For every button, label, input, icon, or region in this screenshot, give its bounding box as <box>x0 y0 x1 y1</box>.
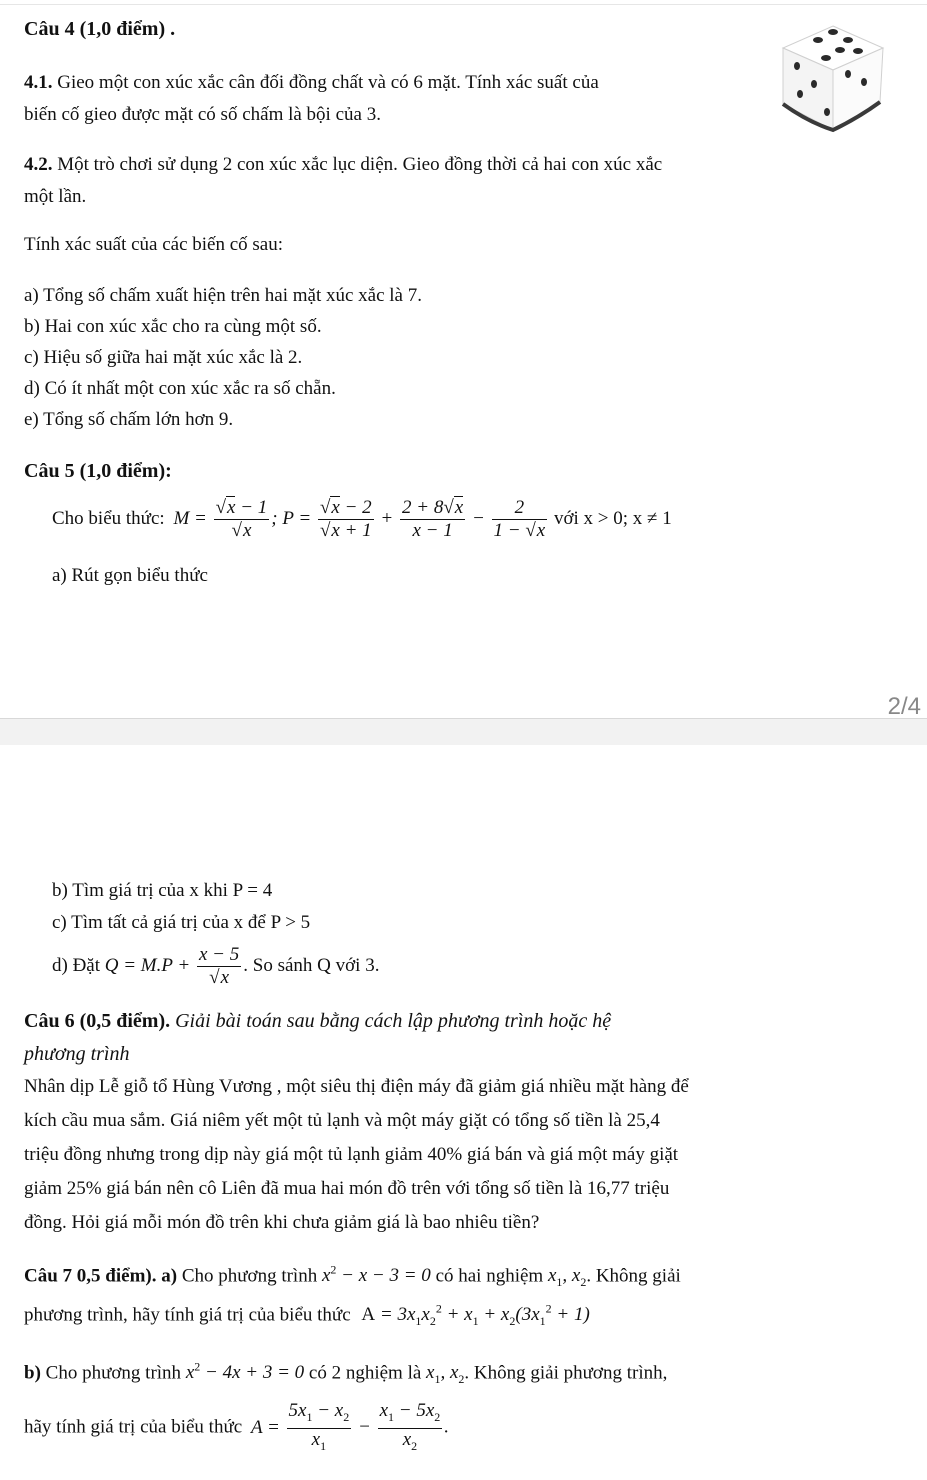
q4-item-a: a) Tổng số chấm xuất hiện trên hai mặt xúc xắc là 7. <box>24 285 422 306</box>
q6-line-1: Nhân dịp Lễ giỗ tổ Hùng Vương , một siêu thị điện máy đã giảm giá nhiều mặt hàng để <box>24 1076 689 1097</box>
q4-item-b: b) Hai con xúc xắc cho ra cùng một số. <box>24 316 322 337</box>
dice-icon <box>778 22 888 134</box>
q4-2-line2: một lần. <box>24 186 87 207</box>
frac-a1: $\frac{5x_1 - x_2}{x_1}$ <box>288 1400 350 1453</box>
frac-m: $\frac{√x - 1}{√x}$ <box>215 497 268 541</box>
frac-p1: $\frac{√x - 2}{√x + 1}$ <box>319 497 372 541</box>
q6-title: Câu 6 (0,5 điểm). Giải bài toán sau bằng cách lập phương trình hoặc hệ <box>24 1010 612 1032</box>
q4-2-line1: 4.2. Một trò chơi sử dụng 2 con xúc xắc lục diện. Gieo đồng thời cả hai con xúc xắc <box>24 154 663 175</box>
frac-q: $\frac{x - 5}{√x}$ <box>198 944 240 988</box>
q7-b-line2: hãy tính giá trị của biểu thức A = $\frac{5x_1 - x_2}{x_1}$ − $\frac{x_1 - 5x_2}{x_2}$ . <box>24 1400 449 1457</box>
q6-line-2: kích cầu mua sắm. Giá niêm yết một tủ lạnh và một máy giặt có tổng số tiền là 25,4 <box>24 1110 660 1131</box>
page-indicator: 2/4 <box>887 693 921 720</box>
q5-part-b: b) Tìm giá trị của x khi P = 4 <box>52 880 273 901</box>
q5-part-d: d) Đặt Q = M.P + $\frac{x - 5}{√x}$ . So sánh Q với 3. <box>52 944 380 988</box>
q4-title: Câu 4 (1,0 điểm) . <box>24 18 176 40</box>
q4-item-e: e) Tổng số chấm lớn hơn 9. <box>24 409 234 430</box>
q6-line-4: giảm 25% giá bán nên cô Liên đã mua hai món đồ trên với tổng số tiền là 16,77 triệu <box>24 1178 670 1199</box>
q7-a-line1: Câu 7 0,5 điểm). a) Cho phương trình $x^2 - x - 3 = 0$ có hai nghiệm $x_1$, $x_2$. Không giải <box>24 1263 681 1290</box>
q4-item-d: d) Có ít nhất một con xúc xắc ra số chẵn. <box>24 378 336 399</box>
q5-part-a: a) Rút gọn biểu thức <box>52 565 208 586</box>
q6-title-line2: phương trình <box>24 1043 130 1065</box>
q5-part-c: c) Tìm tất cả giá trị của x để P > 5 <box>52 912 311 933</box>
q4-1-line1: 4.1. Gieo một con xúc xắc cân đối đồng chất và có 6 mặt. Tính xác suất của <box>24 72 599 93</box>
q6-line-5: đồng. Hỏi giá mỗi món đồ trên khi chưa giảm giá là bao nhiêu tiền? <box>24 1212 540 1233</box>
frac-p3: $\frac{2}{1 - √x}$ <box>493 497 546 541</box>
q5-title: Câu 5 (1,0 điểm): <box>24 460 172 482</box>
q7-a-line2: phương trình, hãy tính giá trị của biểu thức $A = 3x_1x_2^2 + x_1 + x_2(3x_1^2 + 1)$ <box>24 1302 590 1329</box>
q4-item-c: c) Hiệu số giữa hai mặt xúc xắc là 2. <box>24 347 303 368</box>
top-divider <box>0 4 927 5</box>
frac-p2: $\frac{2 + 8√x}{x - 1}$ <box>402 497 464 541</box>
q7-b-line1: b) Cho phương trình $x^2 - 4x + 3 = 0$ có 2 nghiệm là $x_1$, $x_2$. Không giải phương trình, <box>24 1360 668 1387</box>
q6-line-3: triệu đồng nhưng trong dịp này giá một tủ lạnh giảm 40% giá bán và giá một máy giặt <box>24 1144 679 1165</box>
q4-1-line2: biến cố gieo được mặt có số chấm là bội của 3. <box>24 104 381 125</box>
page-gap <box>0 719 927 745</box>
q4-intro: Tính xác suất của các biến cố sau: <box>24 234 284 255</box>
q5-expression: Cho biểu thức: M = $\frac{√x - 1}{√x}$ ; P = $\frac{√x - 2}{√x + 1}$ + $\frac{2 + 8√x}{x - 1}$ − $\frac{2}{1 - √x}$ với x > 0; x ≠ 1 <box>52 497 672 541</box>
frac-a2: $\frac{x_1 - 5x_2}{x_2}$ <box>379 1400 441 1453</box>
